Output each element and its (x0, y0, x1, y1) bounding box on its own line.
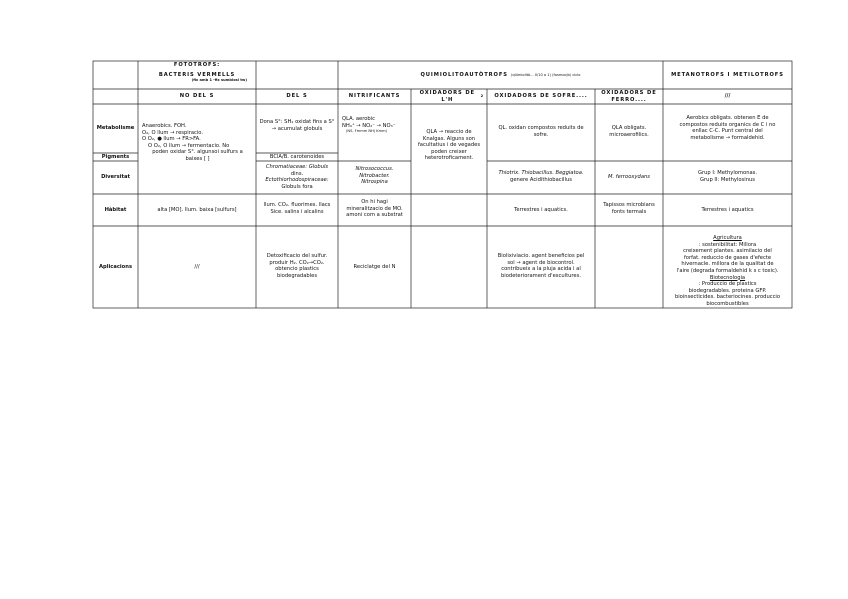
header-metanotrofs: METANOTROFS I METILOTROFS (671, 71, 784, 78)
text-line: bioinsecticides. bacteriocines. produccio (674, 294, 781, 301)
text-line: Nitrobacter. (359, 172, 390, 179)
text-line: biodegradables. proteina GFP. (688, 287, 767, 294)
text-line: baixes [ ] (185, 155, 210, 162)
text-line: NH₄⁺ → NO₂⁻ → NO₃⁻ (342, 122, 396, 129)
text-line: Globuls fora (281, 183, 313, 190)
metabolisme-oxidadors-ferro (595, 124, 663, 140)
biotecnologia-rest: : Produccio de plastics (698, 281, 757, 288)
text-line: compostos reduits organics de C i no (679, 121, 776, 128)
text-line: O₂, O llum → respiracio. (142, 129, 204, 136)
header-fototrofs (138, 61, 256, 89)
text-line: QLA → reaccio de (426, 129, 472, 135)
text-line: facultatius i de vegades (417, 142, 481, 149)
text-line: → acumulat globuls (271, 125, 323, 132)
agricultura-rest: : sostenibilitat: Millora (698, 241, 757, 248)
text-line: produir H₂. CO₂→CO₂. (269, 259, 325, 266)
diversitat-nitrificants (338, 165, 411, 191)
row-label-pigments: Pigments (101, 153, 130, 160)
diversitat-oxidadors-sofre (487, 169, 595, 185)
text-line: Ectothiorhodospiraceae: (265, 177, 329, 184)
text-line: biodeteriorament d'escultures. (501, 272, 581, 279)
text-line: Chromatiaceae: Globuls (265, 164, 329, 170)
text-line: hivernacle. millora de la qualitat de (681, 261, 774, 268)
text-line: enllac C-C. Punt central del (692, 128, 763, 135)
text-line: QL. oxidan compostos reduits de (498, 125, 584, 131)
text-line: QLA obligats. (611, 125, 647, 131)
text-line: biodegradables (276, 272, 318, 279)
metabolisme-oxidadors-h2 (411, 128, 487, 168)
subheader-oxidadors-h2: OXIDADORS DE L'H 2 (411, 89, 487, 104)
text-line: creixement plantes. asimilacio del (683, 248, 772, 255)
text-line: poden oxidar S°. algunsoi sulfurs a (152, 149, 243, 156)
text-line: Sice. salins i alcalins (270, 208, 324, 215)
aplicacions-del-s (256, 252, 338, 282)
subheader-oxidadors-ferro: OXIDADORS DE FERRO.... (601, 89, 657, 103)
text-line: l'aire (degrada formaldehid k s c toxic). (676, 267, 779, 274)
row-label-diversitat: Diversitat (101, 174, 130, 181)
text-line: QLA. aerobic (342, 116, 375, 122)
pigments-del-s: BClA/B. carotenoides (269, 153, 325, 160)
text-line: poden creixer (431, 148, 467, 155)
diversitat-del-s (256, 163, 338, 193)
biotecnologia-label: Biotecnologia (709, 274, 746, 281)
subheader-oxidadors-sofre: OXIDADORS DE SOFRE.... (494, 93, 588, 100)
row-label-aplicacions: Aplicacions (98, 263, 133, 270)
diversitat-metanotrofs (663, 169, 792, 185)
text-line: sol → agent de biocontrol. (507, 259, 575, 266)
aplicacions-metanotrofs (663, 234, 792, 307)
text-line: fonts termals (611, 208, 647, 215)
aplicacions-nitrificants: Reciclatge del N (353, 263, 396, 270)
habitat-oxidadors-sofre: Terrestres i aquatics. (514, 206, 568, 213)
text-line: Detoxificacio del sulfur. (266, 253, 328, 259)
text-line: Aerobics obligats. obtenen E de (686, 115, 769, 121)
bacteris-vermells-label: BACTERIS VERMELLS (158, 71, 236, 78)
text-line: O O₂, ● llum → FR>FA. (142, 136, 201, 143)
text-line: sofre. (533, 131, 549, 138)
metabolisme-nitrificants (338, 115, 411, 139)
row-label-habitat: Hàbitat (104, 206, 127, 213)
text-line: Anaerobics. FOH. (142, 123, 187, 129)
habitat-nitrificants (338, 198, 411, 222)
bacteris-vermells-note: (fix amb 1 -fix sumbiosi tw) (191, 78, 247, 83)
text-line: genere Acidithiobacillus (510, 176, 572, 183)
text-line: Nitrospina (361, 179, 388, 186)
text-line: metabolisme → formaldehid. (690, 134, 765, 141)
text-line: heterotroficament. (424, 155, 474, 162)
habitat-no-del-s: alta [MO]. llum. baixa [sulfurs] (157, 206, 237, 213)
text-line: Tapissos microbians (603, 202, 655, 208)
oxidadors-h2-label: OXIDADORS DE L'H (419, 89, 475, 103)
text-line: llum. CO₂. fluorimes. llacs (263, 202, 331, 208)
text-line: amoni com a substrat (346, 212, 403, 219)
subheader-nitrificants: NITRIFICANTS (348, 93, 401, 100)
text-line: obtencio plastics (275, 266, 319, 273)
text-line: mineralitzacio de MO. (346, 205, 403, 212)
text-line: Nitrosococcus. (355, 166, 394, 172)
header-quimiolitoautotrofs (338, 61, 663, 89)
row-label-metabolisme: Metabolisme (96, 125, 135, 132)
subheader-metanotrofs: /// (724, 93, 731, 100)
agricultura-label: Agricultura (713, 235, 742, 241)
text-line: Grup I: Methylomonas. (697, 170, 758, 176)
habitat-del-s (256, 201, 338, 219)
aplicacions-oxidadors-sofre (487, 252, 595, 282)
text-line: Thiotrix. Thiobacillus. Beggiatoa. (498, 170, 584, 176)
text-line: forfat. reduccio de gases d'efecte (683, 254, 772, 261)
habitat-metanotrofs: Terrestres i aquatics (701, 206, 754, 213)
text-line: (NS. Fmmm NH) Kmm) (346, 129, 388, 134)
text-line: O O₂, O llum → fermentacio. No (148, 142, 230, 149)
metabolisme-del-s (256, 118, 338, 138)
agricultura-line (666, 235, 789, 248)
aplicacions-no-del-s: /// (194, 263, 200, 270)
habitat-oxidadors-ferro (595, 201, 663, 219)
text-line: Grup II: Methylosinus (700, 176, 755, 183)
text-line: On hi hagi (361, 199, 388, 205)
text-line: microaerofilics. (609, 131, 649, 138)
metabolisme-oxidadors-sofre (487, 124, 595, 140)
quimiolitoautotrofs-note: (qüimiolitò... 0/10 a 1) (fosmocjb) ciclo (510, 72, 581, 77)
text-line: Knalgas. Alguns son (422, 135, 476, 142)
biotecnologia-line (666, 275, 789, 288)
subheader-del-s: DEL S (286, 93, 308, 100)
subheader-no-del-s: NO DEL S (179, 93, 215, 100)
fototrofs-label: FOTOTROFS: (173, 62, 221, 68)
text-line: biocombustibles (706, 300, 749, 307)
text-line: Biolixiviacio. agent beneficios pel (497, 253, 585, 259)
quimiolitoautotrofs-label: QUIMIOLITOAUTÒTROFS (420, 71, 508, 78)
text-line: dins. (290, 170, 304, 177)
metabolisme-no-del-s (138, 122, 256, 172)
text-line: contribueix a la pluja acida i al (501, 266, 581, 273)
metabolisme-metanotrofs (663, 114, 792, 148)
diversitat-oxidadors-ferro: M. ferrooxydans (607, 173, 650, 180)
text-line: Dona S°: SH₂ oxidat fins a S° (259, 119, 335, 125)
